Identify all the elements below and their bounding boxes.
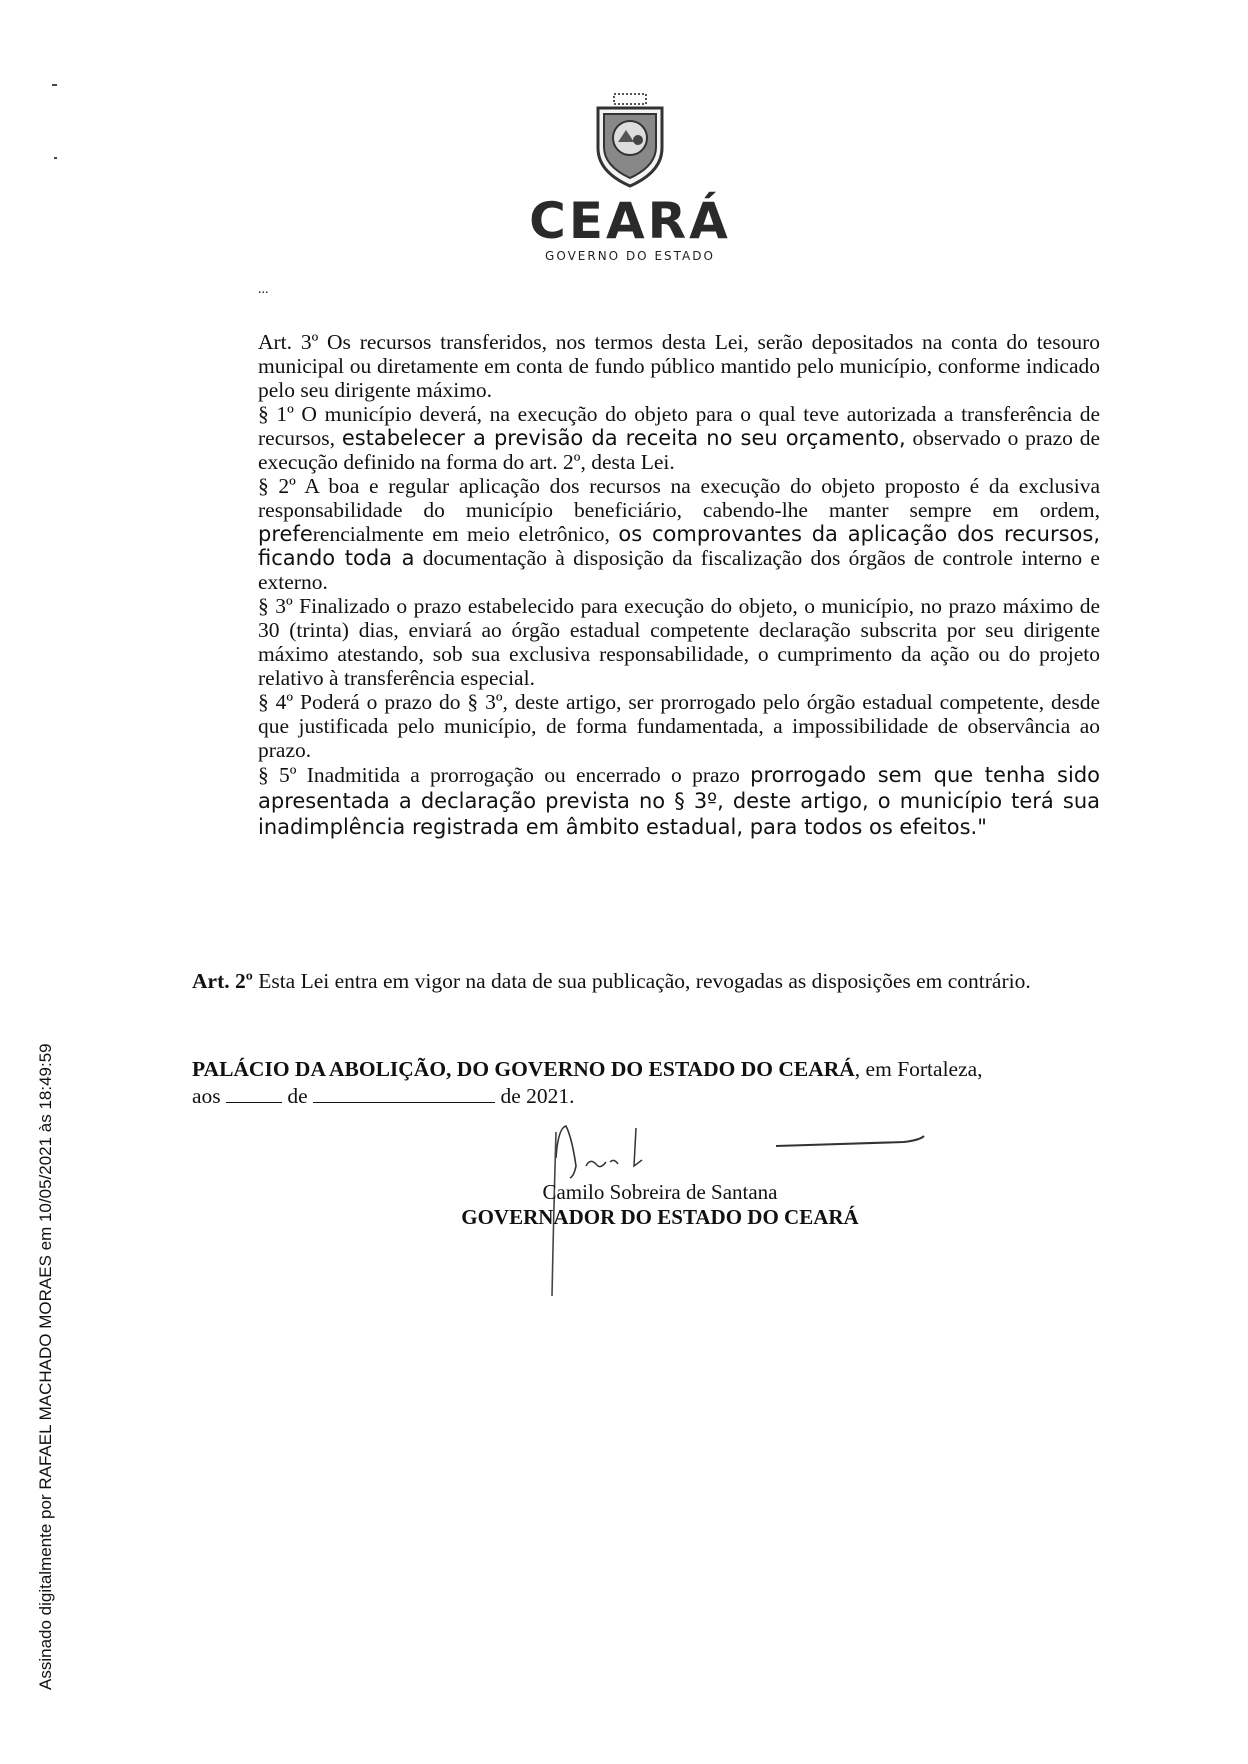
paragraph-3: § 3º Finalizado o prazo estabelecido para execução do objeto, o município, no prazo máximo de 30 (trinta) dias, enviará ao órgão estadual competente declaração subscrita por seu dirigente máximo atestando, sob sua exclusiva responsabilidade, o cumprimento da ação ou do projeto relativo à transferência especial. — [258, 594, 1100, 690]
article-3-caput: Art. 3º Os recursos transferidos, nos termos desta Lei, serão depositados na conta do tesouro municipal ou diretamente em conta de fundo público mantido pelo município, conforme indicado pelo seu dirigente máximo. — [258, 330, 1100, 402]
paragraph-1-text-b: estabelecer a previsão da receita no seu orçamento, — [341, 426, 906, 450]
palace-name: PALÁCIO DA ABOLIÇÃO, DO GOVERNO DO ESTADO DO CEARÁ — [192, 1057, 855, 1081]
day-blank — [226, 1084, 282, 1103]
state-name: CEARÁ — [529, 192, 731, 250]
closing-line-2 — [192, 1083, 1102, 1110]
paragraph-2-text-b: prefe — [258, 522, 313, 546]
digital-signature-note: Assinado digitalmente por RAFAEL MACHADO MORAES em 10/05/2021 às 18:49:59 — [36, 1043, 55, 1690]
paragraph-2 — [258, 474, 1100, 594]
month-blank — [313, 1084, 495, 1103]
paragraph-1-text-c: observado o prazo de execução definido na forma do art. 2º, desta Lei. — [258, 426, 1101, 474]
paragraph-2-text-d: os comprovantes da aplicação dos recursos, ficando toda a — [258, 522, 1101, 570]
state-subtitle: GOVERNO DO ESTADO — [545, 249, 715, 263]
continuation-ellipsis: ... — [258, 282, 269, 297]
paragraph-1-text-a: § 1º O município deverá, na execução do objeto para o qual teve autorizada a transferência de recursos, — [258, 402, 1100, 450]
signer-title: GOVERNADOR DO ESTADO DO CEARÁ — [461, 1205, 859, 1229]
article-2-label: Art. 2º — [192, 969, 253, 993]
signer-name: Camilo Sobreira de Santana — [542, 1180, 778, 1204]
article-3-block — [258, 330, 1100, 840]
closing-aos: aos — [192, 1084, 221, 1108]
paragraph-5-text-a: § 5º Inadmitida a prorrogação ou encerrado o prazo — [258, 763, 751, 787]
scan-speck — [54, 157, 57, 159]
closing-line-1 — [192, 1056, 1102, 1083]
government-logo — [500, 92, 760, 263]
closing-block — [192, 1056, 1102, 1110]
paragraph-5 — [258, 762, 1100, 840]
paragraph-2-text-e: documentação à disposição da fiscalização dos órgãos de controle interno e externo. — [258, 546, 1100, 594]
paragraph-4: § 4º Poderá o prazo do § 3º, deste artigo, ser prorrogado pelo órgão estadual competente, desde que justificada pelo município, de forma fundamentada, a impossibilidade de observância ao prazo. — [258, 690, 1100, 762]
article-2 — [192, 968, 1102, 995]
paragraph-5-text-b: prorrogado sem que tenha sido apresentada a declaração prevista no § 3º, deste artigo, o município terá sua inadimplência registrada em âmbito estadual, para todos os efeitos." — [258, 763, 1100, 839]
closing-year: de 2021. — [500, 1084, 575, 1108]
paragraph-2-text-a: § 2º A boa e regular aplicação dos recursos na execução do objeto proposto é da exclusiva responsabilidade do município beneficiário, cabendo-lhe manter sempre em ordem, — [258, 474, 1100, 522]
paragraph-1 — [258, 402, 1100, 474]
paragraph-2-text-c: rencialmente em meio eletrônico, — [312, 522, 619, 546]
closing-de: de — [287, 1084, 308, 1108]
scan-speck — [52, 84, 57, 86]
ceara-coat-of-arms-icon — [590, 92, 670, 188]
closing-city: , em Fortaleza, — [854, 1057, 983, 1081]
article-2-text: Esta Lei entra em vigor na data de sua publicação, revogadas as disposições em contrário. — [252, 969, 1031, 993]
signer-block — [420, 1180, 900, 1230]
